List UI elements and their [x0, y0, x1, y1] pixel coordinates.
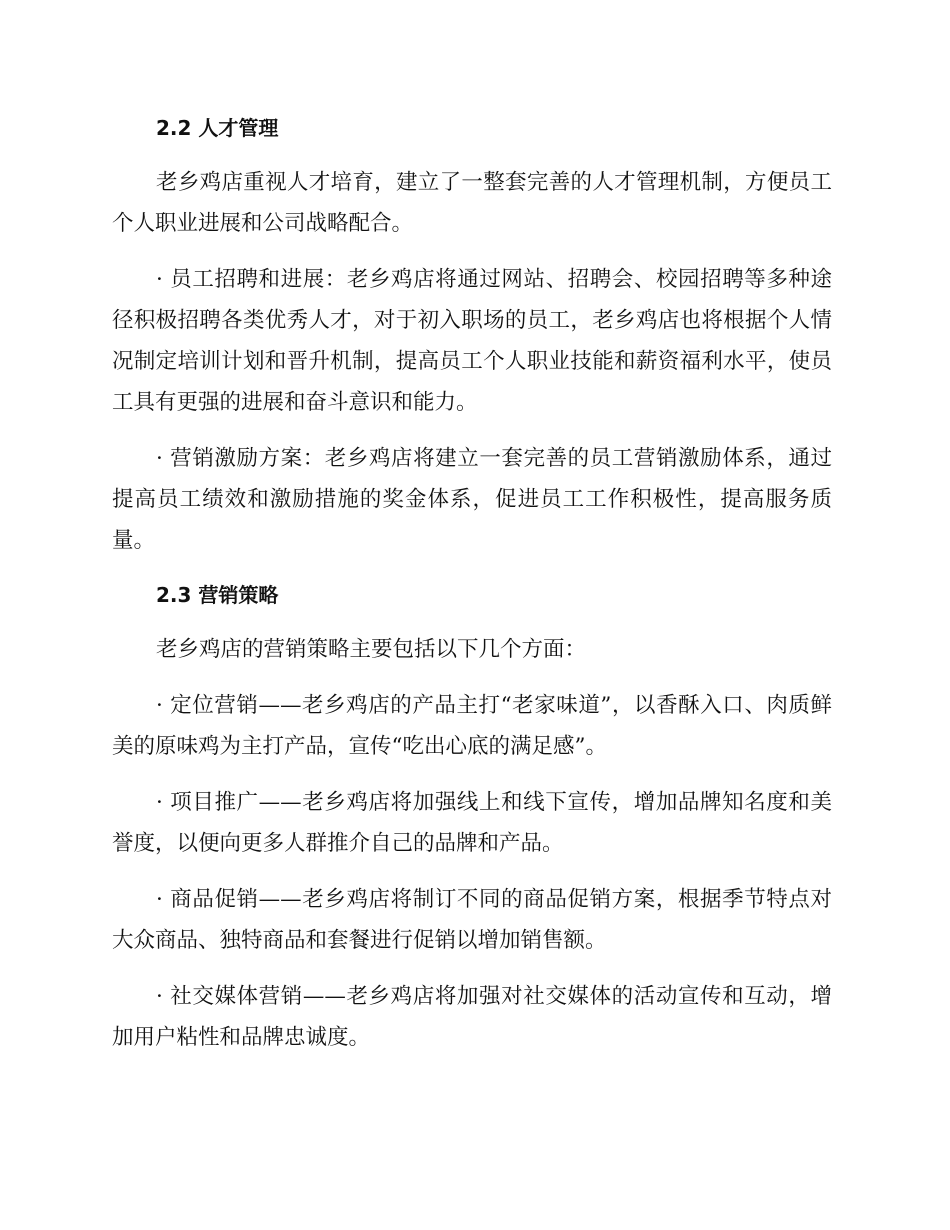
- section-heading: 2.2 人才管理: [156, 116, 279, 140]
- paragraph-intro: 老乡鸡店重视人才培育，建立了一整套完善的人才管理机制，方便员工个人职业进展和公司战略配合。: [112, 170, 832, 236]
- paragraph-promotion: · 项目推广——老乡鸡店将加强线上和线下宣传，增加品牌知名度和美誉度，以便向更多人群推介自己的品牌和产品。: [112, 790, 832, 856]
- paragraph-intro: 老乡鸡店的营销策略主要包括以下几个方面：: [156, 637, 587, 662]
- paragraph-recruitment: · 员工招聘和进展：老乡鸡店将通过网站、招聘会、校园招聘等多种途径积极招聘各类优秀人才，对于初入职场的员工，老乡鸡店也将根据个人情况制定培训计划和晋升机制，提高员工个人职业技能和薪资福利水平，使员工具有更强的进展和奋斗意识和能力。: [112, 267, 832, 415]
- section-talent-management: [112, 108, 832, 561]
- section-marketing-strategy: [112, 575, 832, 1058]
- document-body: [112, 108, 832, 1058]
- paragraph-positioning: · 定位营销——老乡鸡店的产品主打“老家味道”，以香酥入口、肉质鲜美的原味鸡为主打产品，宣传“吃出心底的满足感”。: [112, 693, 832, 759]
- paragraph-incentive: · 营销激励方案：老乡鸡店将建立一套完善的员工营销激励体系，通过提高员工绩效和激励措施的奖金体系，促进员工工作积极性，提高服务质量。: [112, 446, 832, 553]
- paragraph-social-media: · 社交媒体营销——老乡鸡店将加强对社交媒体的活动宣传和互动，增加用户粘性和品牌忠诚度。: [112, 984, 832, 1050]
- section-heading: 2.3 营销策略: [156, 583, 279, 607]
- paragraph-sales-promotion: · 商品促销——老乡鸡店将制订不同的商品促销方案，根据季节特点对大众商品、独特商品和套餐进行促销以增加销售额。: [112, 887, 832, 953]
